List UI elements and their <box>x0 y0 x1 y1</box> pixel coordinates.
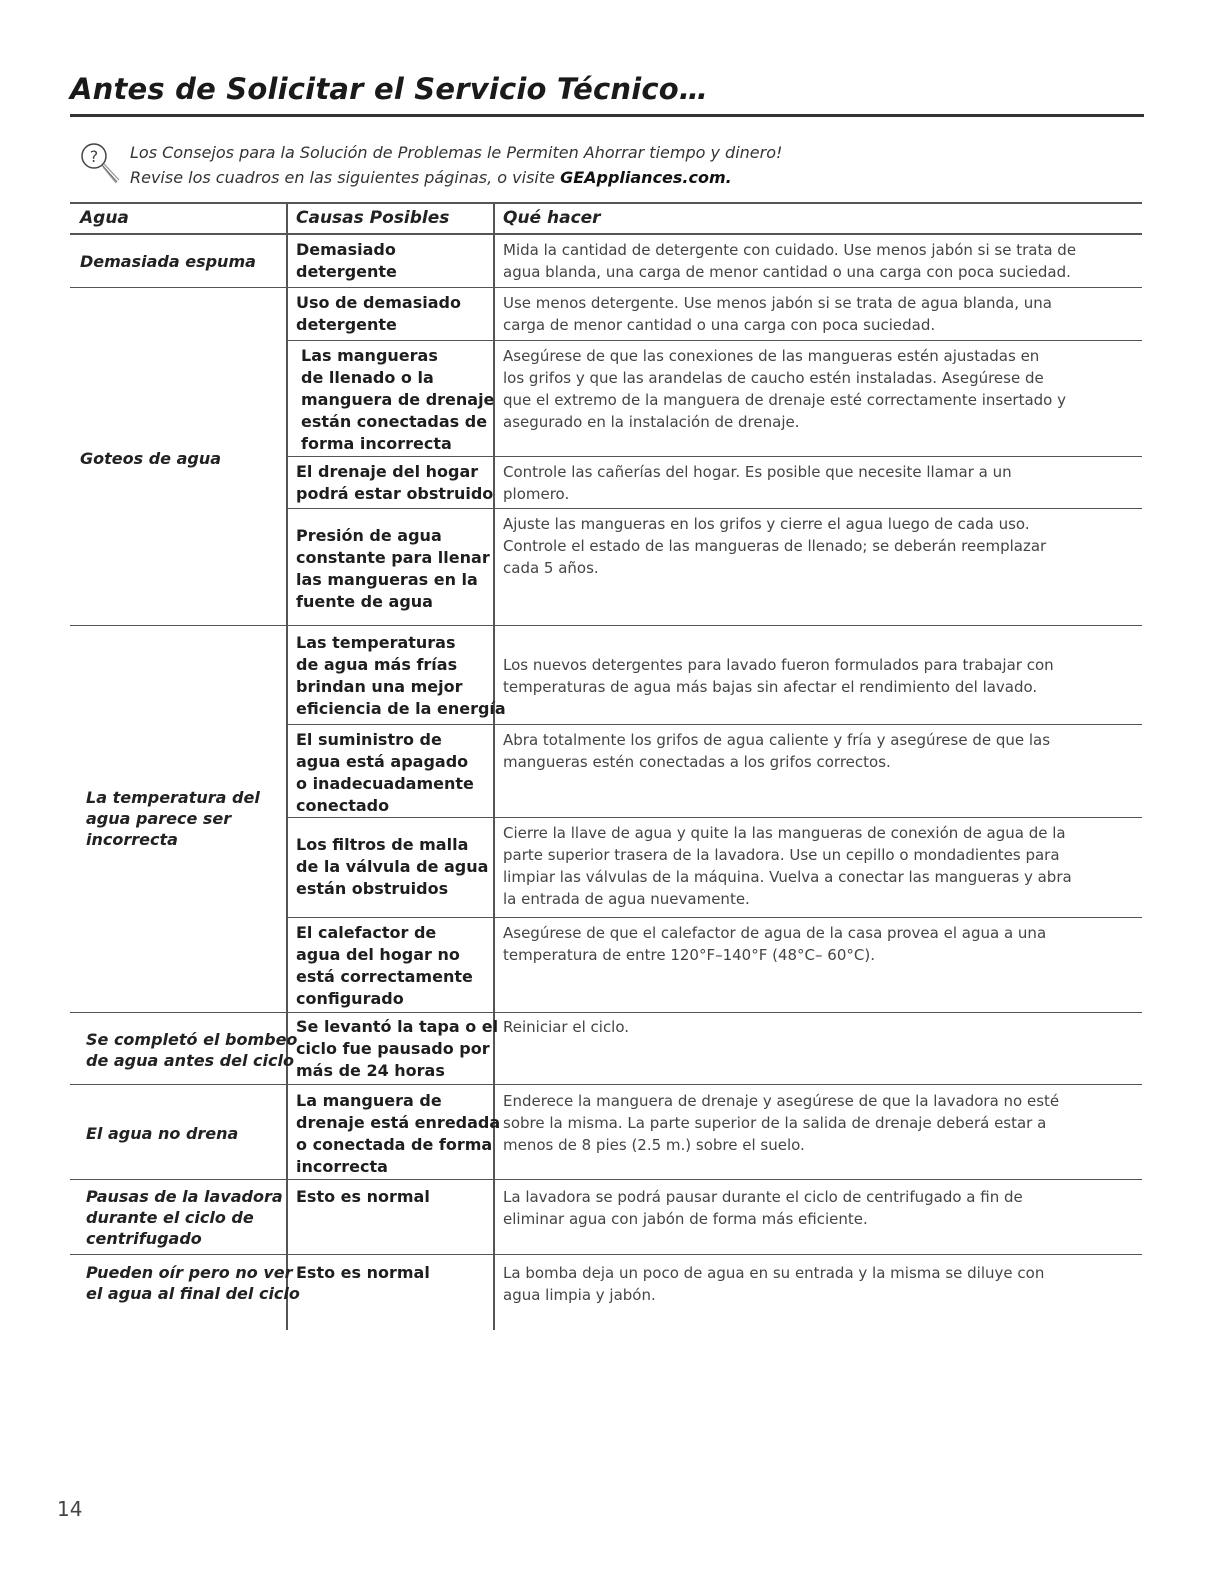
row-rule <box>288 724 1142 725</box>
cause-cell: El drenaje del hogar podrá estar obstruido <box>296 462 494 503</box>
row-rule <box>70 1012 1142 1013</box>
header-rule <box>70 233 1142 235</box>
problem-label: Goteos de agua <box>80 449 222 468</box>
row-rule <box>70 1254 1142 1255</box>
fix-cell: Mida la cantidad de detergente con cuidado. Use menos jabón si se trata de agua blanda, una carga de menor cantidad o una carga con poca suciedad. <box>503 241 1077 281</box>
header-cause: Causas Posibles <box>296 208 450 228</box>
row-rule <box>70 287 1142 288</box>
cause-cell: La manguera de drenaje está enredada o conectada de forma incorrecta <box>296 1091 501 1176</box>
row-rule <box>70 1179 1142 1180</box>
cause-cell: Esto es normal <box>296 1187 430 1206</box>
tips-text: Revise los cuadros en las siguientes páginas, o visite <box>130 168 561 187</box>
fix-cell: Ajuste las mangueras en los grifos y cierre el agua luego de cada uso. Controle el estado de las mangueras de llenado; se deberán reemplazar cada 5 años. <box>503 515 1047 577</box>
fix-cell: Cierre la llave de agua y quite la las mangueras de conexión de agua de la parte superior trasera de la lavadora. Use un cepillo o mondadientes para limpiar las válvulas de la máquina. Vuelva a conectar las mangueras y abra la entrada de agua nuevamente. <box>503 824 1072 908</box>
cause-cell: Presión de agua constante para llenar las mangueras en la fuente de agua <box>296 526 490 611</box>
page-number: 14 <box>57 1497 83 1521</box>
fix-cell: La lavadora se podrá pausar durante el ciclo de centrifugado a fin de eliminar agua con jabón de forma más eficiente. <box>503 1188 1023 1228</box>
fix-cell: Use menos detergente. Use menos jabón si se trata de agua blanda, una carga de menor cantidad o una carga con poca suciedad. <box>503 294 1052 334</box>
cause-cell: Las mangueras de llenado o la manguera de drenaje están conectadas de forma incorrecta <box>301 346 495 453</box>
row-rule <box>288 817 1142 818</box>
tips-line-2 <box>130 168 732 187</box>
cause-cell: Demasiado detergente <box>296 240 397 281</box>
problem-label: El agua no drena <box>86 1124 239 1143</box>
fix-cell: Asegúrese de que el calefactor de agua de la casa provea el agua a una temperatura de entre 120°F–140°F (48°C– 60°C). <box>503 924 1047 964</box>
cause-cell: El calefactor de agua del hogar no está correctamente configurado <box>296 923 473 1008</box>
problem-label: La temperatura del agua parece ser incorrecta <box>86 788 260 849</box>
row-rule <box>288 340 1142 341</box>
fix-cell: Controle las cañerías del hogar. Es posible que necesite llamar a un plomero. <box>503 463 1012 503</box>
title-rule <box>70 114 1144 117</box>
fix-cell: Los nuevos detergentes para lavado fueron formulados para trabajar con temperaturas de agua más bajas sin afectar el rendimiento del lavado. <box>503 656 1054 696</box>
tips-line-1: Los Consejos para la Solución de Problemas le Permiten Ahorrar tiempo y dinero! <box>130 143 783 162</box>
fix-cell: Enderece la manguera de drenaje y asegúrese de que la lavadora no esté sobre la misma. La parte superior de la salida de drenaje deberá estar a menos de 8 pies (2.5 m.) sobre el suelo. <box>503 1092 1060 1154</box>
row-rule <box>70 1084 1142 1085</box>
cause-cell: Los filtros de malla de la válvula de agua están obstruidos <box>296 835 489 898</box>
problem-label: Se completó el bombeo de agua antes del ciclo <box>86 1030 298 1070</box>
cause-cell: Se levantó la tapa o el ciclo fue pausado por más de 24 horas <box>296 1017 499 1080</box>
row-rule <box>288 508 1142 509</box>
header-problem: Agua <box>80 208 129 228</box>
problem-label: Pausas de la lavadora durante el ciclo de centrifugado <box>86 1187 283 1248</box>
row-rule <box>288 456 1142 457</box>
fix-cell: La bomba deja un poco de agua en su entrada y la misma se diluye con agua limpia y jabón. <box>503 1264 1045 1304</box>
table-top-rule <box>70 202 1142 204</box>
row-rule <box>288 917 1142 918</box>
problem-label: Pueden oír pero no ver el agua al final del ciclo <box>86 1263 300 1303</box>
header-fix: Qué hacer <box>503 208 601 228</box>
column-rule <box>286 202 288 1330</box>
website-link: GEAppliances.com. <box>560 168 732 187</box>
cause-cell: Esto es normal <box>296 1263 430 1282</box>
fix-cell: Asegúrese de que las conexiones de las mangueras estén ajustadas en los grifos y que las arandelas de caucho estén instaladas. Asegúrese de que el extremo de la manguera de drenaje esté correctamente insertado y asegurado en la instalación de drenaje. <box>503 347 1067 431</box>
svg-text:?: ? <box>89 147 99 166</box>
problem-label: Demasiada espuma <box>80 252 256 271</box>
fix-cell: Abra totalmente los grifos de agua caliente y fría y asegúrese de que las mangueras estén conectadas a los grifos correctos. <box>503 731 1051 771</box>
cause-cell: Uso de demasiado detergente <box>296 293 461 334</box>
question-magnifier-icon <box>75 140 125 186</box>
cause-cell: El suministro de agua está apagado o inadecuadamente conectado <box>296 730 474 815</box>
page-title: Antes de Solicitar el Servicio Técnico… <box>70 72 709 106</box>
fix-cell: Reiniciar el ciclo. <box>503 1018 630 1036</box>
row-rule <box>70 625 1142 626</box>
cause-cell: Las temperaturas de agua más frías brindan una mejor eficiencia de la energía <box>296 633 506 718</box>
